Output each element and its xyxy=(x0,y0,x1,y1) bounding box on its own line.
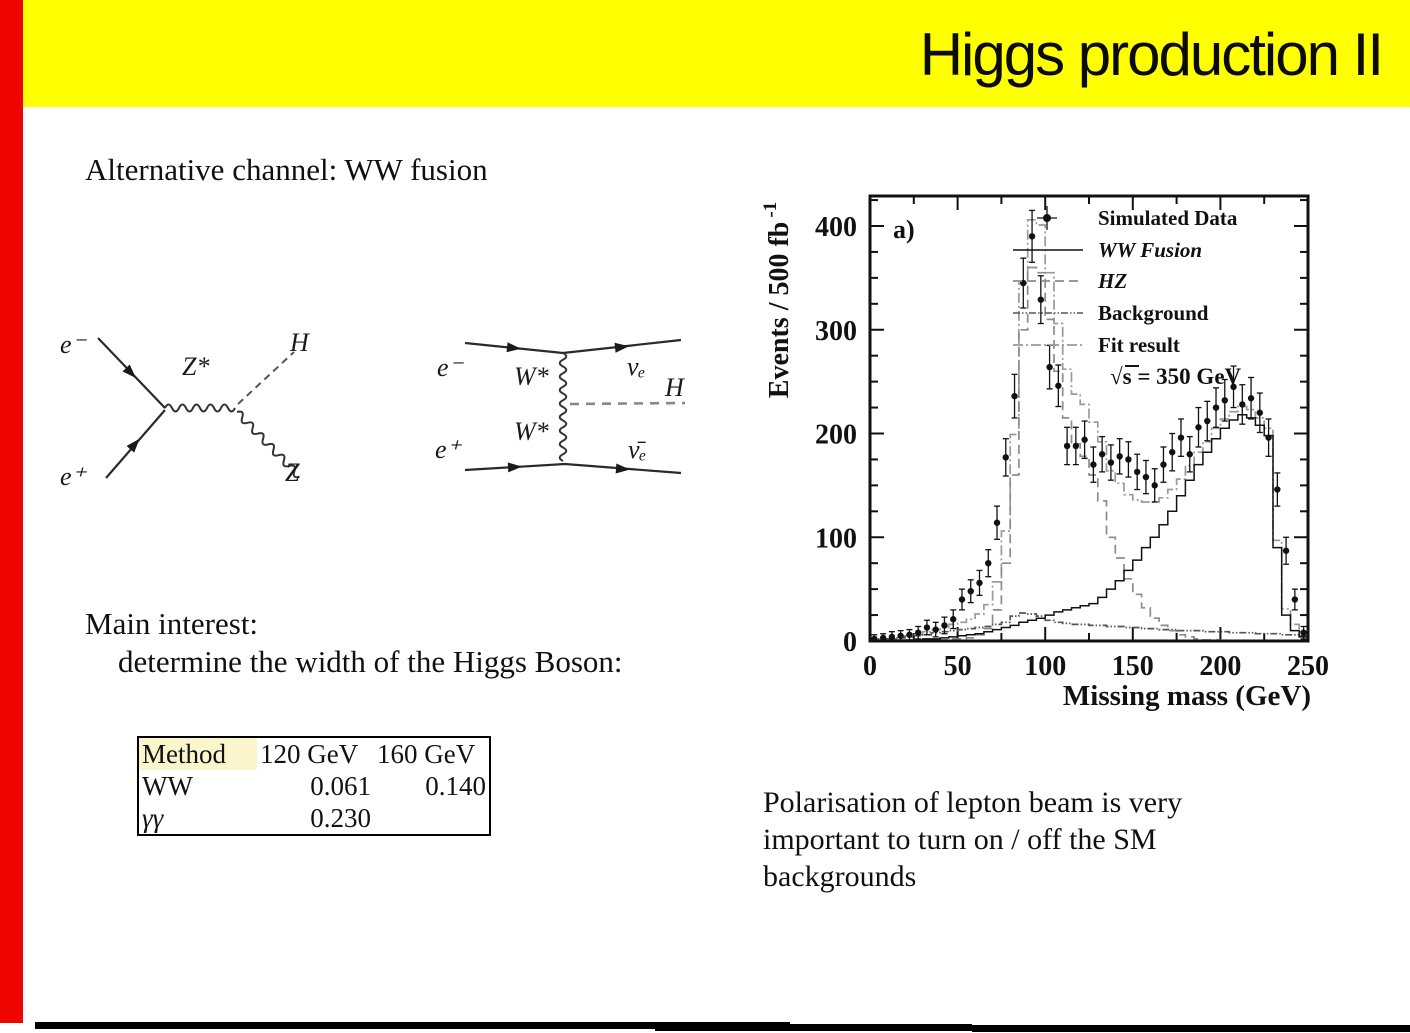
data-point xyxy=(1239,401,1245,407)
label-e-minus: e⁻ xyxy=(437,353,463,382)
label-e-plus: e⁺ xyxy=(435,435,461,464)
bottom-rule-segment xyxy=(655,1024,972,1031)
series-fit-result xyxy=(870,220,1308,641)
legend-item-fit-result xyxy=(1013,333,1180,357)
y-tick-label: 300 xyxy=(815,315,857,347)
data-point xyxy=(906,632,912,638)
arrow-icon xyxy=(616,464,631,475)
simulated-data-points xyxy=(871,210,1307,643)
legend-label: HZ xyxy=(1098,269,1128,293)
y-tick-label: 0 xyxy=(843,627,857,658)
panel-label: a) xyxy=(893,215,915,244)
data-point xyxy=(1178,434,1184,440)
data-point xyxy=(1283,548,1289,554)
x-tick-label: 200 xyxy=(1199,651,1242,682)
legend-item-background xyxy=(1013,301,1209,325)
bottom-rule-segment xyxy=(972,1025,1410,1032)
data-point xyxy=(1029,233,1035,239)
cms-energy-annotation xyxy=(1110,364,1242,389)
label-higgs: H xyxy=(665,373,684,402)
x-tick-label: 250 xyxy=(1287,651,1329,682)
data-point xyxy=(1134,469,1140,475)
data-point xyxy=(968,588,974,594)
missing-mass-plot xyxy=(758,185,1343,730)
positron-line xyxy=(465,464,681,473)
w-propagator-line xyxy=(560,353,567,461)
data-point xyxy=(915,630,921,636)
series-hz xyxy=(870,268,1308,642)
data-point xyxy=(1160,461,1166,467)
data-point xyxy=(1125,456,1131,462)
label-neutrino: νₑ xyxy=(627,352,646,381)
data-point xyxy=(1213,404,1219,410)
table-cell-value: 0.230 xyxy=(310,802,371,833)
table-cell-value xyxy=(374,802,490,835)
polarisation-line: Polarisation of lepton beam is very xyxy=(763,786,1183,819)
main-interest-line1: Main interest: xyxy=(85,606,259,641)
data-point xyxy=(1195,424,1201,430)
label-antineutrino: ν̄ₑ xyxy=(628,435,647,464)
x-tick-label: 50 xyxy=(943,651,972,682)
table-cell-value: 0.061 xyxy=(310,770,371,801)
annotation-text: √s = 350 GeV xyxy=(1110,364,1242,389)
polarisation-line: important to turn on / off the SM xyxy=(763,823,1157,856)
legend-item-simulated-data xyxy=(1037,206,1238,230)
data-point xyxy=(1169,449,1175,455)
arrow-icon xyxy=(507,342,522,353)
y-tick-label: 200 xyxy=(815,419,857,451)
alternative-channel-text: Alternative channel: WW fusion xyxy=(85,152,488,187)
polarisation-line: backgrounds xyxy=(763,860,917,893)
series-layer xyxy=(870,220,1308,641)
data-point xyxy=(1116,453,1122,459)
label-w-star-bottom: W* xyxy=(514,417,549,446)
higgs-dashed-line xyxy=(570,403,685,404)
page-title: Higgs production II xyxy=(919,21,1382,88)
feynman-diagram-higgsstrahlung xyxy=(38,308,338,548)
data-point xyxy=(1099,451,1105,457)
data-point xyxy=(994,520,1000,526)
data-point xyxy=(1038,296,1044,302)
data-point xyxy=(976,580,982,586)
plot-dynamic-layer xyxy=(815,196,1329,682)
x-tick-label: 150 xyxy=(1111,651,1154,682)
table-cell-value: 0.140 xyxy=(425,770,486,801)
legend-label: WW Fusion xyxy=(1098,238,1203,262)
data-point xyxy=(1073,443,1079,449)
red-sidebar xyxy=(0,0,23,1023)
data-point xyxy=(1011,393,1017,399)
label-e-minus: e⁻ xyxy=(60,330,86,359)
data-point xyxy=(1108,459,1114,465)
data-point xyxy=(1292,596,1298,602)
polarisation-note xyxy=(763,784,1303,895)
y-axis-label xyxy=(760,202,795,398)
x-axis-label: Missing mass (GeV) xyxy=(1062,680,1311,712)
data-point xyxy=(1152,482,1158,488)
data-point xyxy=(924,624,930,630)
x-tick-label: 100 xyxy=(1024,651,1067,682)
x-tick-label: 0 xyxy=(863,651,877,682)
series-ww-fusion xyxy=(870,415,1308,641)
data-point xyxy=(941,622,947,628)
table-row xyxy=(138,770,490,802)
data-point xyxy=(1064,443,1070,449)
data-point xyxy=(1265,434,1271,440)
table-cell-method: γγ xyxy=(142,802,164,833)
table-cell-method: WW xyxy=(142,770,193,801)
data-point xyxy=(1274,486,1280,492)
legend-label: Background xyxy=(1098,301,1209,325)
legend-item-ww-fusion xyxy=(1013,238,1202,262)
data-point xyxy=(1257,410,1263,416)
table-header-120gev: 120 GeV xyxy=(260,738,359,769)
label-higgs: H xyxy=(290,328,309,357)
data-point xyxy=(1143,474,1149,480)
arrow-icon xyxy=(615,341,630,352)
feynman-diagram-ww-fusion xyxy=(418,312,718,512)
label-z: Z xyxy=(285,458,300,487)
label-z-star: Z* xyxy=(182,352,210,381)
electron-line xyxy=(465,340,681,353)
table-header-160gev: 160 GeV xyxy=(377,738,476,769)
data-point xyxy=(889,634,895,640)
data-point xyxy=(1081,437,1087,443)
data-point xyxy=(1055,383,1061,389)
label-w-star-top: W* xyxy=(514,362,549,391)
data-point xyxy=(959,596,965,602)
table-header-row xyxy=(138,737,490,770)
data-point xyxy=(1204,418,1210,424)
higgs-dashed-line xyxy=(238,352,294,404)
legend-marker xyxy=(1043,214,1051,222)
data-point xyxy=(1248,395,1254,401)
data-point xyxy=(1187,451,1193,457)
data-point xyxy=(1300,630,1306,636)
y-axis-label-superscript: -1 xyxy=(760,201,781,218)
higgs-width-table xyxy=(137,736,491,836)
legend-item-hz xyxy=(1013,269,1127,293)
data-point xyxy=(897,633,903,639)
data-point xyxy=(1222,397,1228,403)
table-row xyxy=(138,802,490,835)
data-point xyxy=(1090,461,1096,467)
legend-label: Fit result xyxy=(1098,333,1180,357)
data-point xyxy=(933,626,939,632)
z-star-propagator-line xyxy=(165,405,235,412)
y-axis-label-text: Events / 500 fb xyxy=(764,221,795,399)
main-interest-line2: determine the width of the Higgs Boson: xyxy=(118,644,623,679)
data-point xyxy=(950,616,956,622)
data-point xyxy=(1046,364,1052,370)
table-header-method: Method xyxy=(138,737,257,770)
arrow-icon xyxy=(508,462,523,473)
label-e-plus: e⁺ xyxy=(60,462,86,491)
data-point xyxy=(985,560,991,566)
y-tick-label: 400 xyxy=(815,212,857,243)
data-point xyxy=(1003,454,1009,460)
legend-label: Simulated Data xyxy=(1098,206,1238,230)
plot-legend xyxy=(1013,206,1242,389)
y-tick-label: 100 xyxy=(815,523,857,555)
